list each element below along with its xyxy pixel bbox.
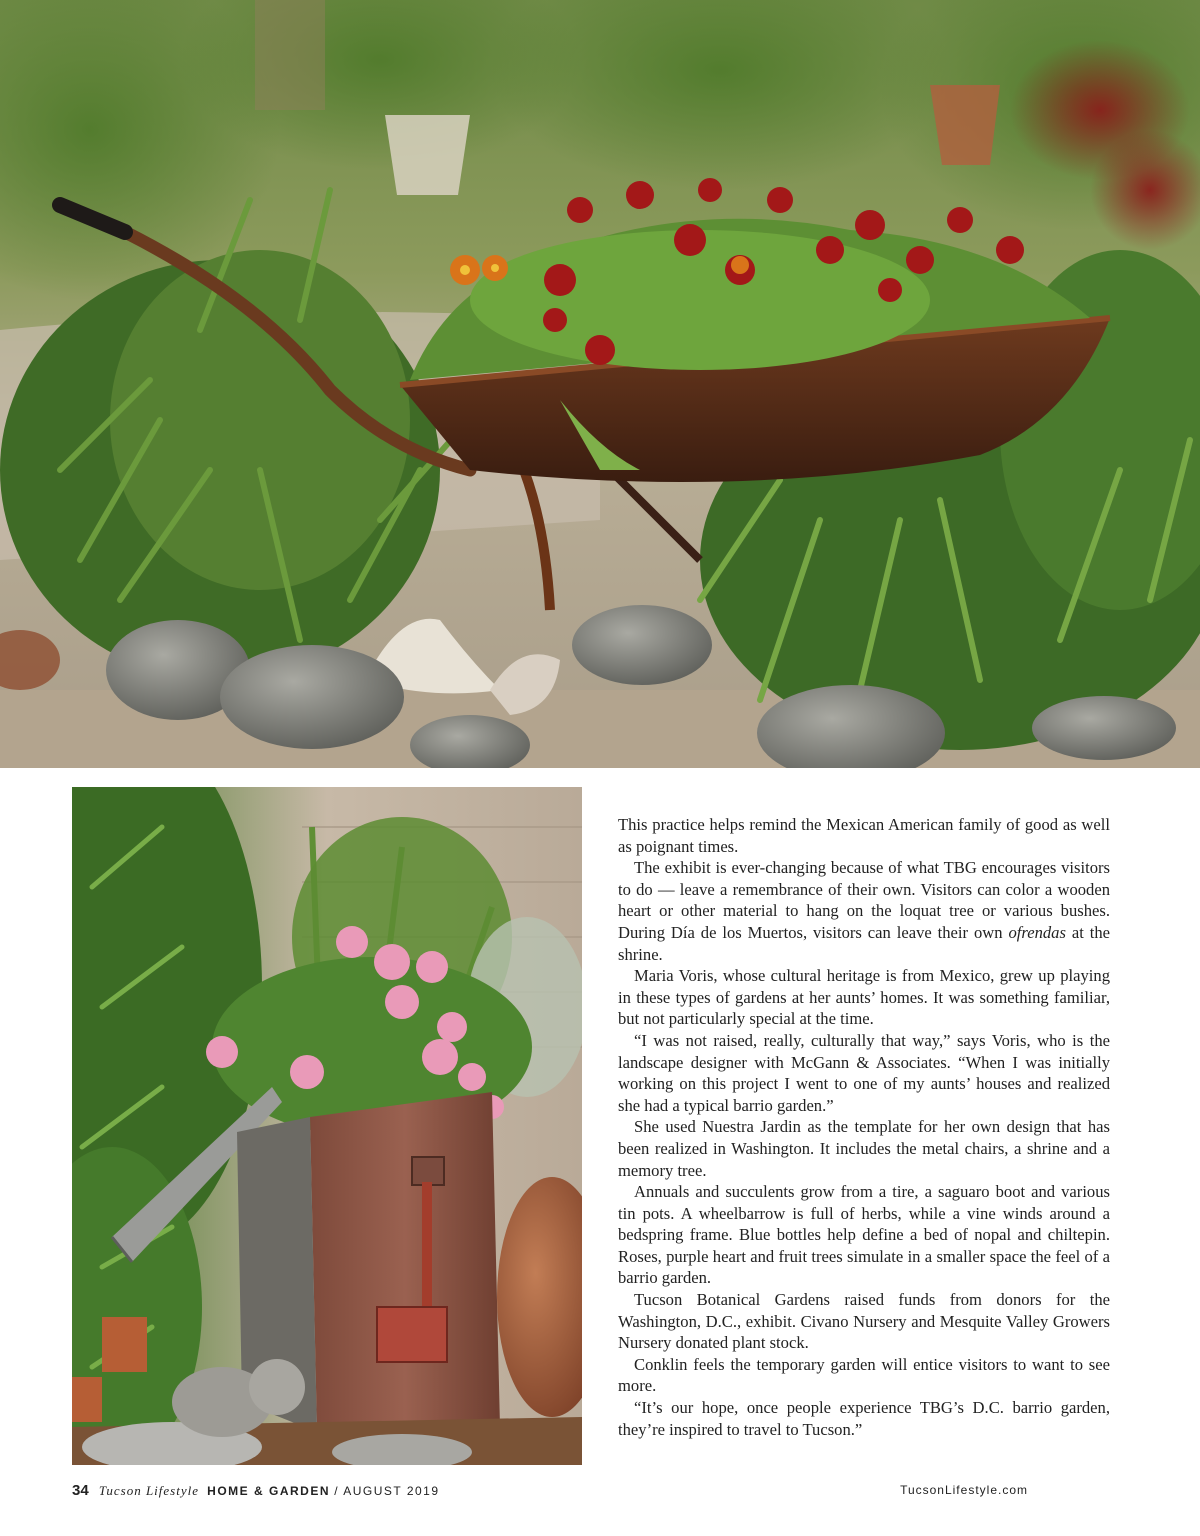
issue-separator: / [334, 1484, 340, 1498]
article-paragraph: “It’s our hope, once people experience TBG’s D.C. barrio garden, they’re inspired to travel to Tucson.” [618, 1398, 1110, 1439]
italic-term: ofrendas [1008, 922, 1066, 942]
article-paragraph: Tucson Botanical Gardens raised funds from donors for the Washington, D.C., exhibit. Civano Nursery and Mesquite Valley Growers Nursery donated plant stock. [618, 1290, 1110, 1353]
page-number: 34 [72, 1482, 89, 1499]
article-paragraph: She used Nuestra Jardin as the template for her own design that has been realized in Washington. It includes the metal chairs, a shrine and a memory tree. [618, 1117, 1110, 1180]
article-paragraph: Annuals and succulents grow from a tire, a saguaro boot and various tin pots. A wheelbarrow is full of herbs, while a vine winds around a bedspring frame. Blue bottles help define a bed of nopal and chiltepin. Roses, purple heart and fruit trees simulate in a smaller space the feel of a barrio garden. [618, 1182, 1110, 1288]
page-footer [72, 1482, 1028, 1504]
paragraph-text: The exhibit is ever-changing because of what TBG encourages visitors to do — leave a remembrance of their own. Visitors can color a wooden heart or other material to hang on the loquat tree or various bushes. During Día de los Muertos, visitors can leave their own [618, 858, 1110, 942]
article-paragraph: Conklin feels the temporary garden will entice visitors to want to see more. [618, 1354, 1110, 1396]
article-paragraph: Maria Voris, whose cultural heritage is from Mexico, grew up playing in these types of gardens at her aunts’ homes. It was something familiar, but not particularly special at the time. [618, 966, 1110, 1029]
planter-box-photo [72, 787, 582, 1465]
article-paragraph [618, 857, 1110, 965]
section-name: HOME & GARDEN [207, 1484, 331, 1498]
article-body [618, 814, 1110, 1440]
article-paragraph: “I was not raised, really, culturally that way,” says Voris, who is the landscape designer with McGann & Associates. “When I was initially working on this project I went to one of my aunts’ houses and realized she had a typical barrio garden.” [618, 1030, 1110, 1115]
paragraph-text: at the shrine. [618, 922, 1110, 964]
issue-date: AUGUST 2019 [343, 1484, 440, 1498]
folio [72, 1482, 440, 1499]
website-link[interactable]: TucsonLifestyle.com [900, 1483, 1028, 1497]
article-paragraph: This practice helps remind the Mexican American family of good as well as poignant times. [618, 815, 1110, 856]
magazine-name: Tucson Lifestyle [98, 1483, 199, 1498]
